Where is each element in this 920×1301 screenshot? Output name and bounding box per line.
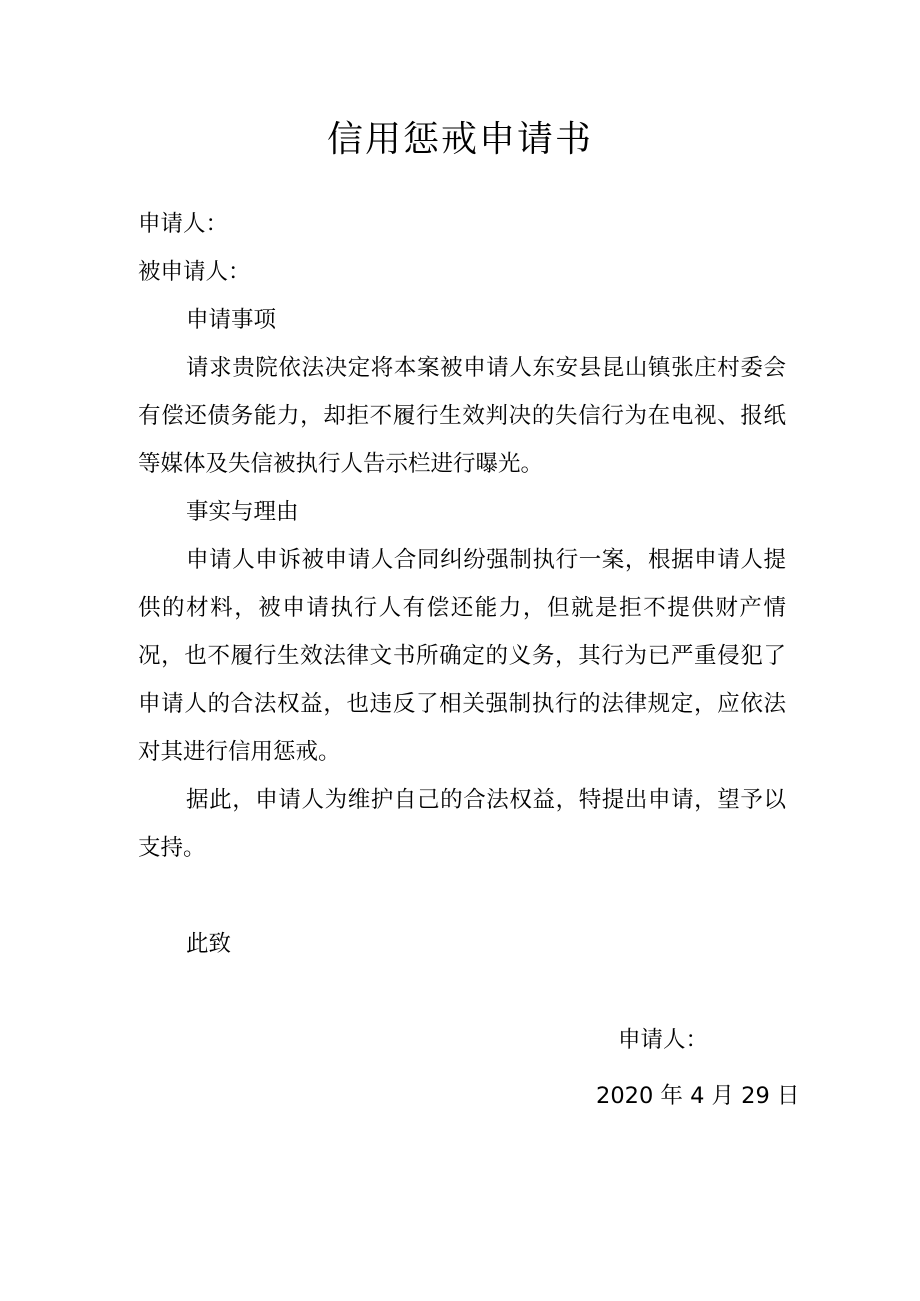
applicant-label: 申请人：	[138, 211, 229, 237]
document-date: 2020 年 4 月 29 日	[596, 1083, 800, 1109]
signature-label: 申请人：	[618, 1027, 709, 1053]
closing-salutation: 此致	[186, 931, 232, 957]
facts-paragraph: 申请人申诉被申请人合同纠纷强制执行一案，根据申请人提供的材料，被申请执行人有偿还能力，但就是拒不提供财产情况，也不履行生效法律文书所确定的义务，其行为已严重侵犯了申请人的合法权益，也违反了相关强制执行的法律规定，应依法对其进行信用惩戒。	[138, 547, 786, 765]
respondent-label: 被申请人：	[138, 259, 251, 285]
request-paragraph: 请求贵院依法决定将本案被申请人东安县昆山镇张庄村委会有偿还债务能力，却拒不履行生效判决的失信行为在电视、报纸等媒体及失信被执行人告示栏进行曝光。	[138, 355, 786, 477]
section-heading-facts: 事实与理由	[186, 499, 299, 525]
conclusion-paragraph: 据此，申请人为维护自己的合法权益，特提出申请，望予以支持。	[138, 787, 786, 861]
document-title: 信用惩戒申请书	[326, 119, 593, 160]
section-heading-request: 申请事项	[186, 307, 277, 333]
